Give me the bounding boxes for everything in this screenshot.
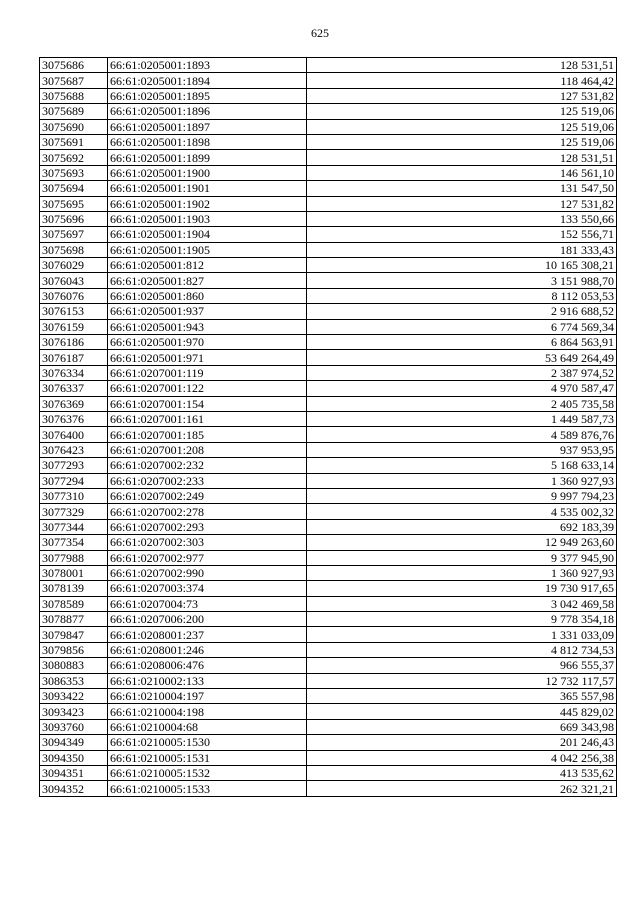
row-id-cell: 3076334 [40, 365, 108, 380]
cadastral-number-cell: 66:61:0210004:68 [108, 719, 307, 734]
cadastral-number-cell: 66:61:0205001:860 [108, 288, 307, 303]
cadastral-value-cell: 127 531,82 [307, 196, 617, 211]
table-row [40, 735, 617, 750]
cadastral-value-cell: 413 535,62 [307, 765, 617, 780]
cadastral-number-cell: 66:61:0205001:1902 [108, 196, 307, 211]
table-row [40, 581, 617, 596]
cadastral-number-cell: 66:61:0210005:1530 [108, 735, 307, 750]
cadastral-number-cell: 66:61:0210004:198 [108, 704, 307, 719]
cadastral-number-cell: 66:61:0207001:154 [108, 396, 307, 411]
cadastral-value-cell: 1 449 587,73 [307, 411, 617, 426]
table-row [40, 211, 617, 226]
cadastral-number-cell: 66:61:0207002:977 [108, 550, 307, 565]
cadastral-value-cell: 2 405 735,58 [307, 396, 617, 411]
row-id-cell: 3086353 [40, 673, 108, 688]
table-row [40, 473, 617, 488]
cadastral-value-cell: 125 519,06 [307, 119, 617, 134]
cadastral-number-cell: 66:61:0207002:303 [108, 535, 307, 550]
row-id-cell: 3075693 [40, 165, 108, 180]
cadastral-number-cell: 66:61:0205001:970 [108, 335, 307, 350]
row-id-cell: 3077354 [40, 535, 108, 550]
cadastral-number-cell: 66:61:0207002:233 [108, 473, 307, 488]
cadastral-value-cell: 10 165 308,21 [307, 258, 617, 273]
table-row [40, 427, 617, 442]
cadastral-number-cell: 66:61:0208001:237 [108, 627, 307, 642]
cadastral-value-cell: 445 829,02 [307, 704, 617, 719]
cadastral-value-table [39, 57, 617, 797]
cadastral-number-cell: 66:61:0207002:278 [108, 504, 307, 519]
cadastral-value-cell: 4 535 002,32 [307, 504, 617, 519]
table-row [40, 442, 617, 457]
table-row [40, 196, 617, 211]
row-id-cell: 3079847 [40, 627, 108, 642]
cadastral-number-cell: 66:61:0205001:1896 [108, 104, 307, 119]
cadastral-value-cell: 937 953,95 [307, 442, 617, 457]
cadastral-number-cell: 66:61:0210004:197 [108, 689, 307, 704]
row-id-cell: 3094351 [40, 765, 108, 780]
row-id-cell: 3077344 [40, 519, 108, 534]
row-id-cell: 3076043 [40, 273, 108, 288]
table-row [40, 750, 617, 765]
cadastral-number-cell: 66:61:0205001:1900 [108, 165, 307, 180]
cadastral-number-cell: 66:61:0210005:1531 [108, 750, 307, 765]
row-id-cell: 3079856 [40, 642, 108, 657]
table-row [40, 381, 617, 396]
cadastral-value-cell: 5 168 633,14 [307, 458, 617, 473]
cadastral-value-cell: 3 151 988,70 [307, 273, 617, 288]
table-row [40, 73, 617, 88]
cadastral-value-cell: 125 519,06 [307, 104, 617, 119]
row-id-cell: 3093423 [40, 704, 108, 719]
cadastral-value-cell: 118 464,42 [307, 73, 617, 88]
table-row [40, 535, 617, 550]
cadastral-value-cell: 9 997 794,23 [307, 488, 617, 503]
table-row [40, 181, 617, 196]
table-row [40, 396, 617, 411]
cadastral-number-cell: 66:61:0207001:161 [108, 411, 307, 426]
cadastral-value-cell: 146 561,10 [307, 165, 617, 180]
cadastral-number-cell: 66:61:0205001:1904 [108, 227, 307, 242]
cadastral-value-cell: 128 531,51 [307, 150, 617, 165]
row-id-cell: 3076369 [40, 396, 108, 411]
row-id-cell: 3076076 [40, 288, 108, 303]
cadastral-number-cell: 66:61:0207001:119 [108, 365, 307, 380]
cadastral-value-cell: 131 547,50 [307, 181, 617, 196]
table-row [40, 227, 617, 242]
cadastral-value-cell: 966 555,37 [307, 658, 617, 673]
table-row [40, 411, 617, 426]
cadastral-value-cell: 692 183,39 [307, 519, 617, 534]
cadastral-value-cell: 125 519,06 [307, 134, 617, 149]
cadastral-value-cell: 2 916 688,52 [307, 304, 617, 319]
row-id-cell: 3075696 [40, 211, 108, 226]
cadastral-value-cell: 201 246,43 [307, 735, 617, 750]
table-row [40, 165, 617, 180]
cadastral-value-cell: 1 331 033,09 [307, 627, 617, 642]
cadastral-value-cell: 152 556,71 [307, 227, 617, 242]
row-id-cell: 3077988 [40, 550, 108, 565]
cadastral-value-cell: 1 360 927,93 [307, 565, 617, 580]
cadastral-number-cell: 66:61:0205001:943 [108, 319, 307, 334]
cadastral-number-cell: 66:61:0207004:73 [108, 596, 307, 611]
row-id-cell: 3075697 [40, 227, 108, 242]
table-row [40, 504, 617, 519]
row-id-cell: 3078589 [40, 596, 108, 611]
cadastral-number-cell: 66:61:0207002:249 [108, 488, 307, 503]
table-row [40, 627, 617, 642]
table-row [40, 458, 617, 473]
cadastral-number-cell: 66:61:0205001:1898 [108, 134, 307, 149]
table-body [40, 58, 617, 797]
cadastral-number-cell: 66:61:0205001:1897 [108, 119, 307, 134]
table-row [40, 258, 617, 273]
row-id-cell: 3076029 [40, 258, 108, 273]
table-row [40, 673, 617, 688]
cadastral-number-cell: 66:61:0205001:937 [108, 304, 307, 319]
row-id-cell: 3076400 [40, 427, 108, 442]
cadastral-number-cell: 66:61:0205001:812 [108, 258, 307, 273]
row-id-cell: 3076186 [40, 335, 108, 350]
row-id-cell: 3078139 [40, 581, 108, 596]
table-row [40, 273, 617, 288]
row-id-cell: 3076337 [40, 381, 108, 396]
cadastral-value-cell: 2 387 974,52 [307, 365, 617, 380]
table-row [40, 719, 617, 734]
table-row [40, 335, 617, 350]
cadastral-number-cell: 66:61:0205001:827 [108, 273, 307, 288]
cadastral-number-cell: 66:61:0208001:246 [108, 642, 307, 657]
cadastral-number-cell: 66:61:0207001:122 [108, 381, 307, 396]
cadastral-value-cell: 12 949 263,60 [307, 535, 617, 550]
cadastral-number-cell: 66:61:0205001:1899 [108, 150, 307, 165]
row-id-cell: 3077294 [40, 473, 108, 488]
table-row [40, 88, 617, 103]
cadastral-value-cell: 3 042 469,58 [307, 596, 617, 611]
table-row [40, 365, 617, 380]
table-row [40, 58, 617, 73]
cadastral-number-cell: 66:61:0210005:1532 [108, 765, 307, 780]
row-id-cell: 3094352 [40, 781, 108, 796]
row-id-cell: 3077293 [40, 458, 108, 473]
row-id-cell: 3094349 [40, 735, 108, 750]
cadastral-value-cell: 4 812 734,53 [307, 642, 617, 657]
table-row [40, 704, 617, 719]
cadastral-value-cell: 8 112 053,53 [307, 288, 617, 303]
cadastral-value-cell: 127 531,82 [307, 88, 617, 103]
row-id-cell: 3077310 [40, 488, 108, 503]
cadastral-number-cell: 66:61:0210005:1533 [108, 781, 307, 796]
row-id-cell: 3078877 [40, 612, 108, 627]
row-id-cell: 3075695 [40, 196, 108, 211]
table-row [40, 658, 617, 673]
row-id-cell: 3094350 [40, 750, 108, 765]
row-id-cell: 3075689 [40, 104, 108, 119]
table-row [40, 550, 617, 565]
cadastral-value-cell: 1 360 927,93 [307, 473, 617, 488]
cadastral-number-cell: 66:61:0207001:208 [108, 442, 307, 457]
cadastral-value-cell: 4 042 256,38 [307, 750, 617, 765]
cadastral-number-cell: 66:61:0208006:476 [108, 658, 307, 673]
row-id-cell: 3093422 [40, 689, 108, 704]
cadastral-number-cell: 66:61:0207002:232 [108, 458, 307, 473]
cadastral-value-cell: 19 730 917,65 [307, 581, 617, 596]
cadastral-number-cell: 66:61:0205001:1894 [108, 73, 307, 88]
table-row [40, 288, 617, 303]
cadastral-number-cell: 66:61:0207001:185 [108, 427, 307, 442]
cadastral-value-cell: 6 774 569,34 [307, 319, 617, 334]
table-row [40, 488, 617, 503]
table-row [40, 350, 617, 365]
row-id-cell: 3075694 [40, 181, 108, 196]
table-row [40, 596, 617, 611]
cadastral-value-cell: 4 970 587,47 [307, 381, 617, 396]
cadastral-number-cell: 66:61:0205001:1905 [108, 242, 307, 257]
cadastral-value-cell: 53 649 264,49 [307, 350, 617, 365]
row-id-cell: 3075687 [40, 73, 108, 88]
row-id-cell: 3075692 [40, 150, 108, 165]
cadastral-value-cell: 133 550,66 [307, 211, 617, 226]
page-number: 625 [311, 26, 329, 40]
cadastral-number-cell: 66:61:0207006:200 [108, 612, 307, 627]
row-id-cell: 3077329 [40, 504, 108, 519]
cadastral-value-cell: 9 377 945,90 [307, 550, 617, 565]
cadastral-number-cell: 66:61:0207002:293 [108, 519, 307, 534]
row-id-cell: 3078001 [40, 565, 108, 580]
table-row [40, 242, 617, 257]
row-id-cell: 3080883 [40, 658, 108, 673]
cadastral-number-cell: 66:61:0205001:1895 [108, 88, 307, 103]
table-row [40, 565, 617, 580]
row-id-cell: 3076159 [40, 319, 108, 334]
row-id-cell: 3075686 [40, 58, 108, 73]
cadastral-number-cell: 66:61:0205001:971 [108, 350, 307, 365]
table-row [40, 612, 617, 627]
cadastral-number-cell: 66:61:0207002:990 [108, 565, 307, 580]
table-row [40, 781, 617, 796]
cadastral-value-cell: 9 778 354,18 [307, 612, 617, 627]
cadastral-value-cell: 6 864 563,91 [307, 335, 617, 350]
cadastral-value-cell: 181 333,43 [307, 242, 617, 257]
cadastral-value-cell: 128 531,51 [307, 58, 617, 73]
table-row [40, 319, 617, 334]
table-row [40, 119, 617, 134]
row-id-cell: 3075688 [40, 88, 108, 103]
row-id-cell: 3076376 [40, 411, 108, 426]
row-id-cell: 3076153 [40, 304, 108, 319]
table-row [40, 689, 617, 704]
cadastral-value-cell: 12 732 117,57 [307, 673, 617, 688]
cadastral-value-cell: 4 589 876,76 [307, 427, 617, 442]
cadastral-number-cell: 66:61:0210002:133 [108, 673, 307, 688]
cadastral-number-cell: 66:61:0207003:374 [108, 581, 307, 596]
cadastral-value-cell: 669 343,98 [307, 719, 617, 734]
table-row [40, 519, 617, 534]
cadastral-number-cell: 66:61:0205001:1893 [108, 58, 307, 73]
table-row [40, 104, 617, 119]
row-id-cell: 3075691 [40, 134, 108, 149]
row-id-cell: 3075690 [40, 119, 108, 134]
cadastral-value-cell: 262 321,21 [307, 781, 617, 796]
table-row [40, 642, 617, 657]
table-row [40, 134, 617, 149]
row-id-cell: 3076187 [40, 350, 108, 365]
row-id-cell: 3076423 [40, 442, 108, 457]
row-id-cell: 3075698 [40, 242, 108, 257]
cadastral-number-cell: 66:61:0205001:1903 [108, 211, 307, 226]
cadastral-value-cell: 365 557,98 [307, 689, 617, 704]
table-row [40, 304, 617, 319]
cadastral-number-cell: 66:61:0205001:1901 [108, 181, 307, 196]
row-id-cell: 3093760 [40, 719, 108, 734]
table-row [40, 150, 617, 165]
table-row [40, 765, 617, 780]
